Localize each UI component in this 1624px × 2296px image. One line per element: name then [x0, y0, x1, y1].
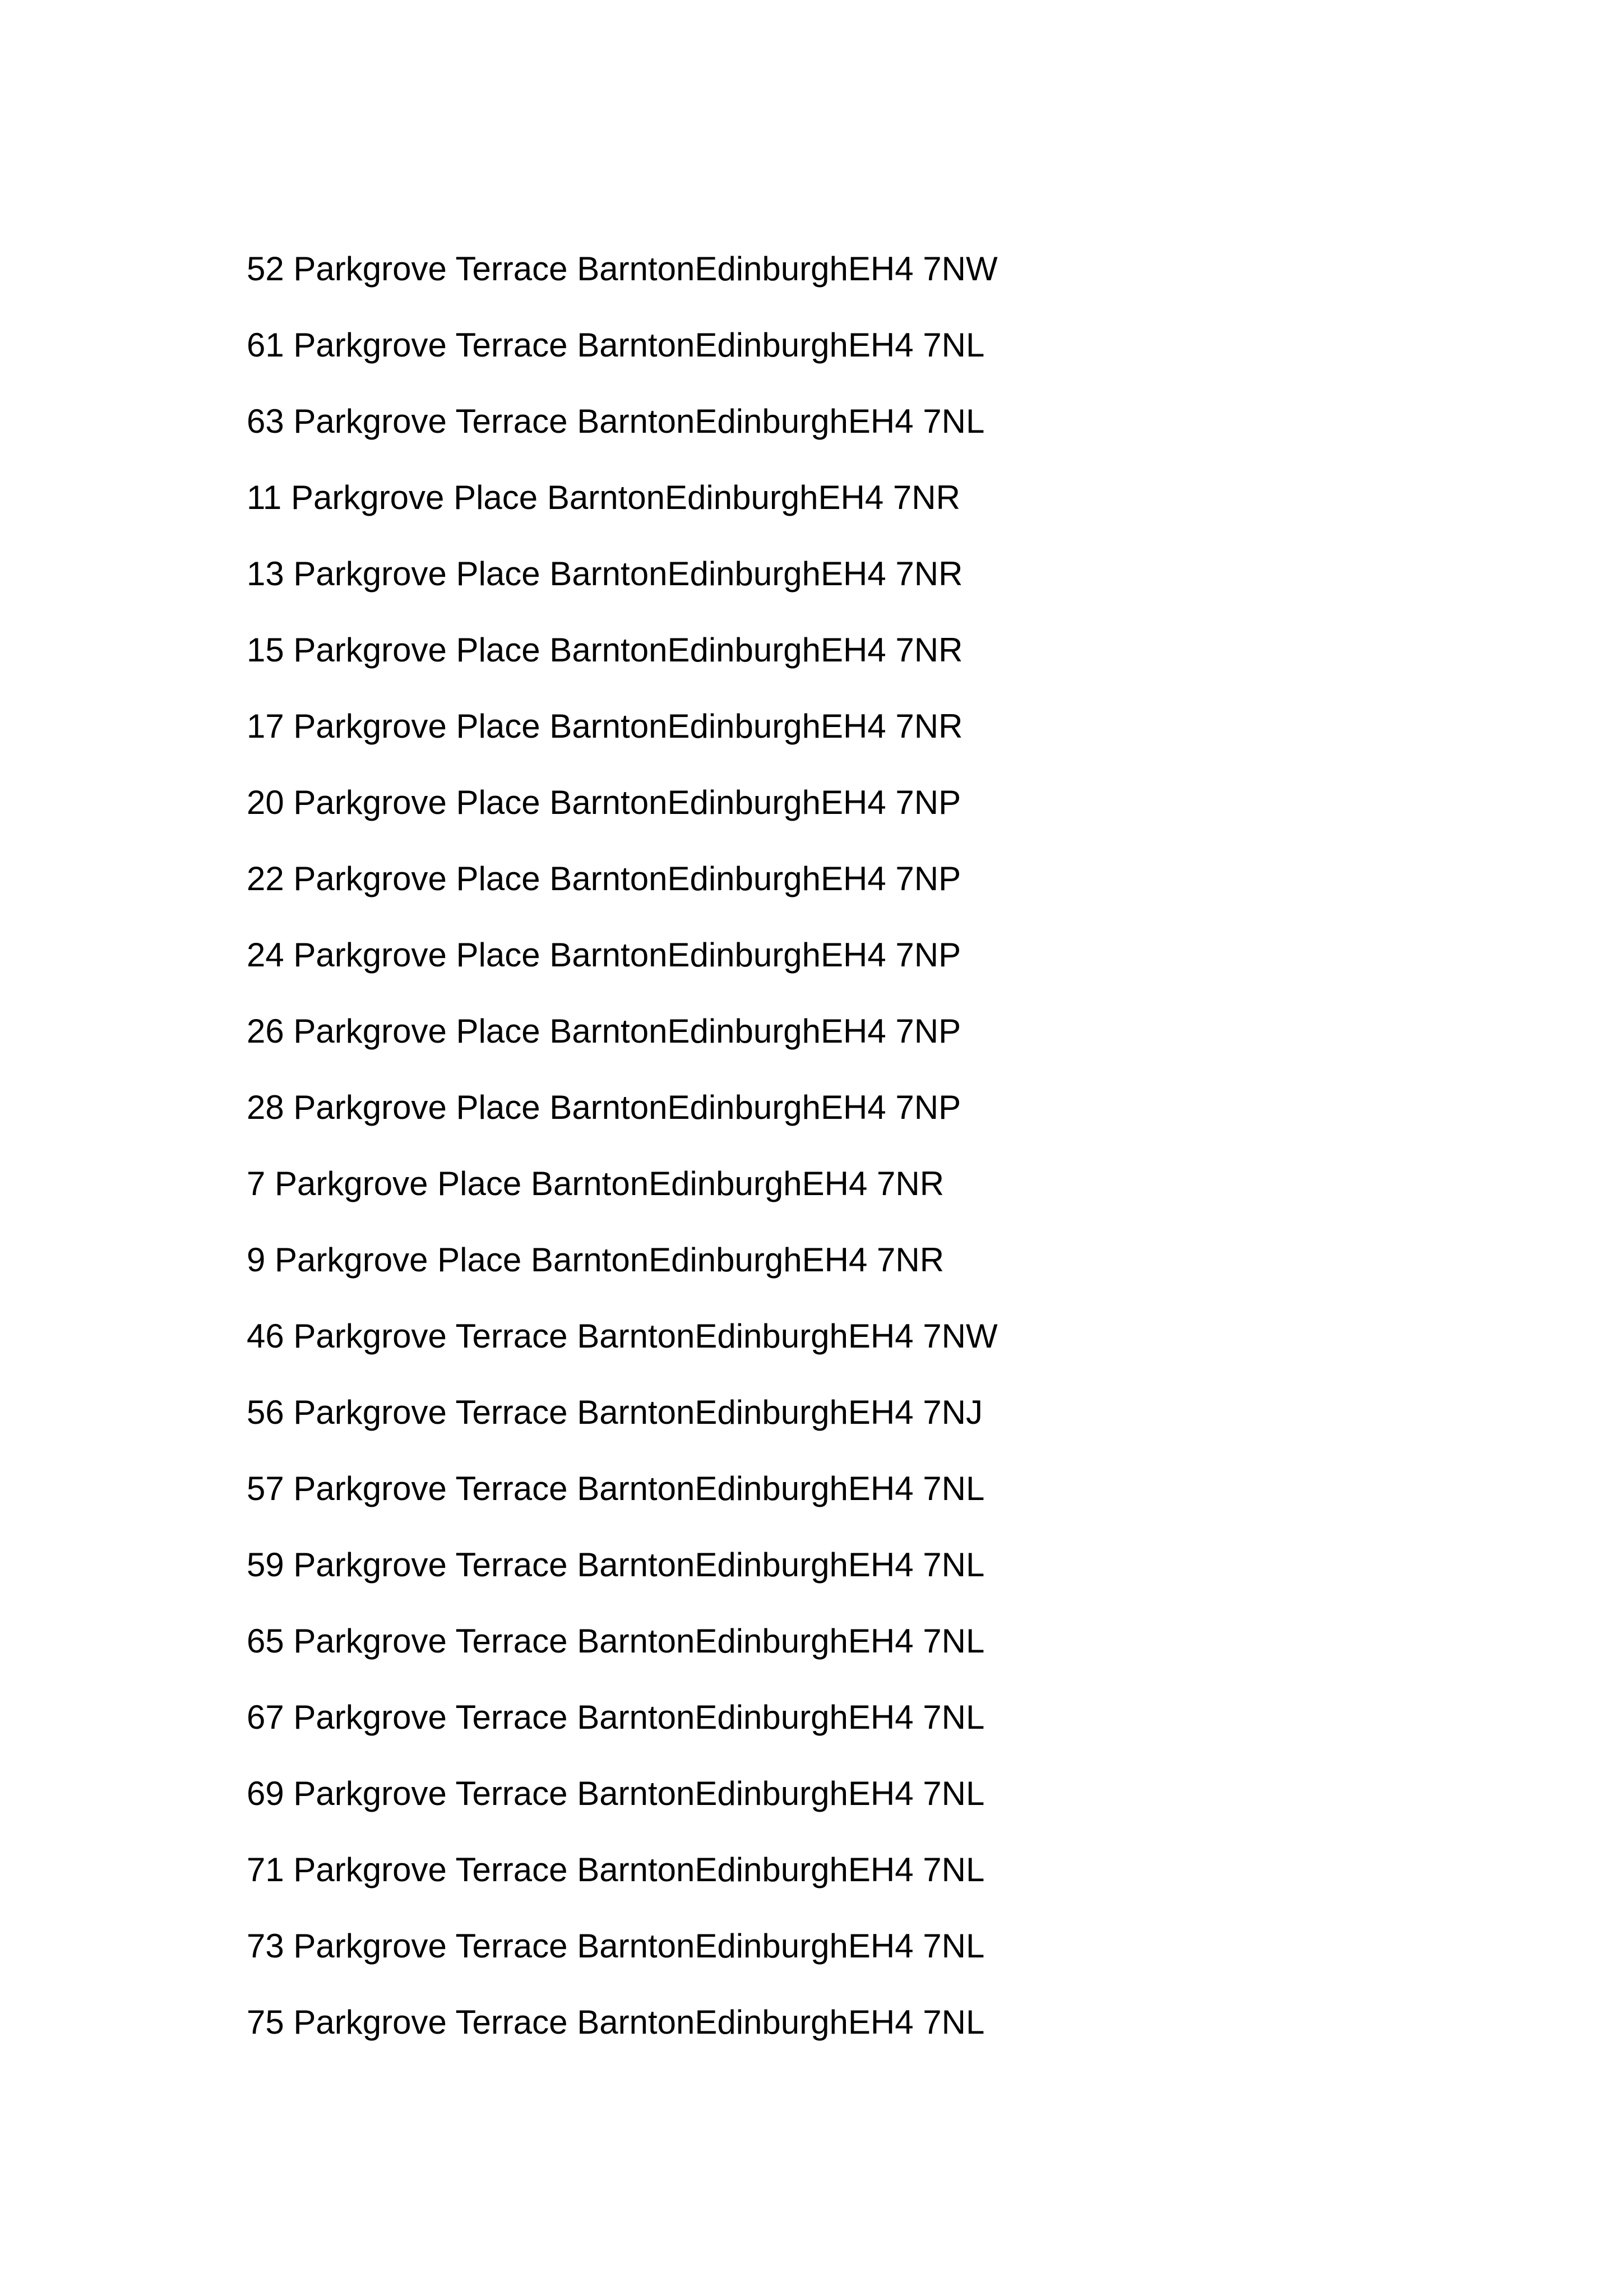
address-line: 13 Parkgrove Place BarntonEdinburghEH4 7NR: [247, 555, 963, 592]
address-line: 46 Parkgrove Terrace BarntonEdinburghEH4 7NW: [247, 1317, 998, 1355]
address-line: 61 Parkgrove Terrace BarntonEdinburghEH4 7NL: [247, 326, 985, 364]
address-line: 56 Parkgrove Terrace BarntonEdinburghEH4 7NJ: [247, 1394, 983, 1431]
address-line: 73 Parkgrove Terrace BarntonEdinburghEH4 7NL: [247, 1927, 985, 1965]
address-line: 17 Parkgrove Place BarntonEdinburghEH4 7NR: [247, 707, 963, 745]
address-line: 20 Parkgrove Place BarntonEdinburghEH4 7NP: [247, 784, 961, 821]
address-list: [247, 231, 998, 2061]
address-line: 63 Parkgrove Terrace BarntonEdinburghEH4 7NL: [247, 402, 985, 440]
address-line: 7 Parkgrove Place BarntonEdinburghEH4 7NR: [247, 1165, 945, 1202]
address-line: 22 Parkgrove Place BarntonEdinburghEH4 7NP: [247, 860, 961, 897]
address-line: 71 Parkgrove Terrace BarntonEdinburghEH4 7NL: [247, 1851, 985, 1888]
address-line: 26 Parkgrove Place BarntonEdinburghEH4 7NP: [247, 1012, 961, 1050]
address-line: 28 Parkgrove Place BarntonEdinburghEH4 7NP: [247, 1089, 961, 1126]
address-line: 59 Parkgrove Terrace BarntonEdinburghEH4 7NL: [247, 1546, 985, 1584]
address-line: 57 Parkgrove Terrace BarntonEdinburghEH4 7NL: [247, 1470, 985, 1507]
address-line: 11 Parkgrove Place BarntonEdinburghEH4 7NR: [247, 479, 960, 516]
address-line: 15 Parkgrove Place BarntonEdinburghEH4 7NR: [247, 631, 963, 669]
address-line: 24 Parkgrove Place BarntonEdinburghEH4 7NP: [247, 936, 961, 974]
address-line: 75 Parkgrove Terrace BarntonEdinburghEH4 7NL: [247, 2003, 985, 2041]
address-line: 69 Parkgrove Terrace BarntonEdinburghEH4 7NL: [247, 1775, 985, 1812]
address-line: 9 Parkgrove Place BarntonEdinburghEH4 7NR: [247, 1241, 945, 1279]
address-line: 67 Parkgrove Terrace BarntonEdinburghEH4 7NL: [247, 1698, 985, 1736]
address-line: 52 Parkgrove Terrace BarntonEdinburghEH4 7NW: [247, 250, 998, 288]
address-line: 65 Parkgrove Terrace BarntonEdinburghEH4 7NL: [247, 1622, 985, 1660]
